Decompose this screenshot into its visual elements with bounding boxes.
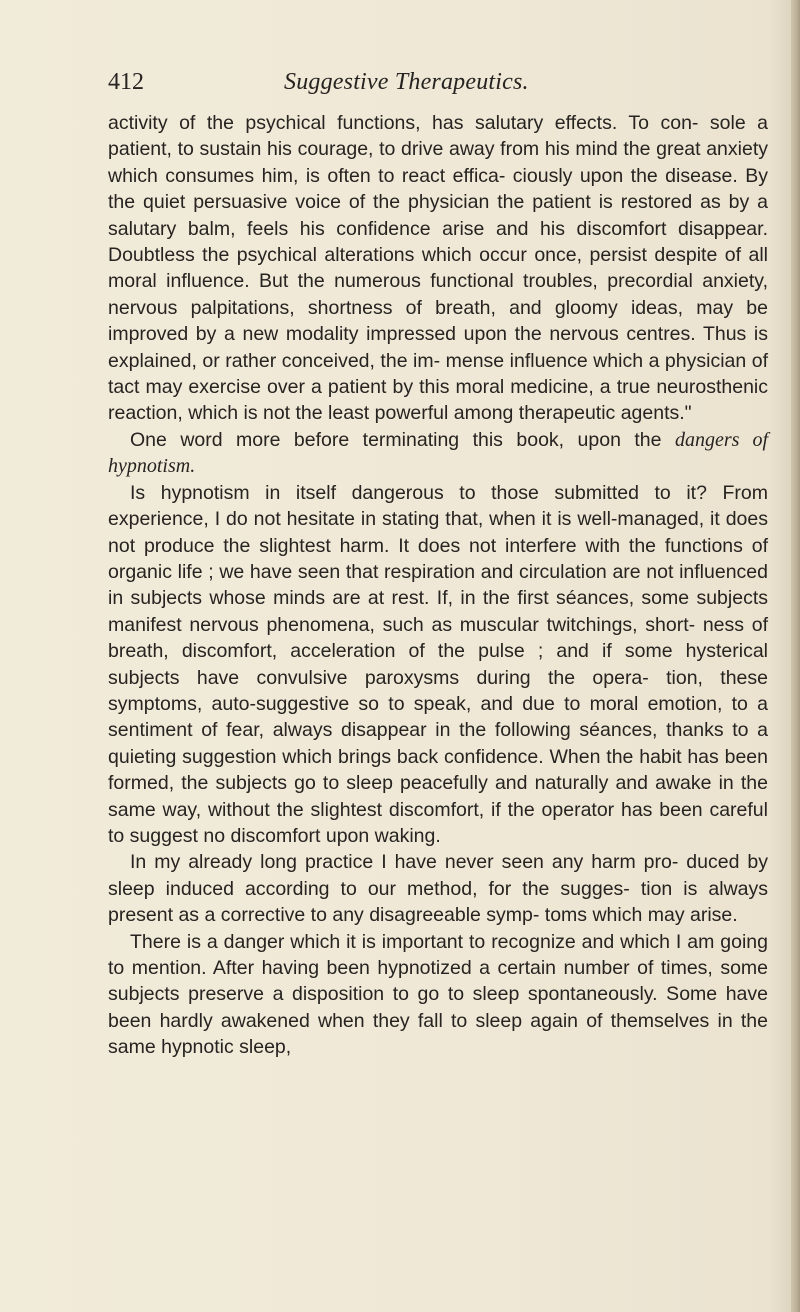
running-head (108, 64, 768, 100)
dangers-of-hypnotism-italic: dangers of hypnotism. (108, 428, 769, 478)
paragraph-is-hypnotism-dangerous: Is hypnotism in itself dangerous to those submitted to it? From experience, I do not hesitate in stating that, when it is well-managed, it does not produce the slightest harm. It does not interfere with the functions of organic life ; we have seen that respiration and circulation are not influenced in subjects whose minds are at rest. If, in the first séances, some subjects manifest nervous phenomena, such as muscular twitchings, short- ness of breath, discomfort, acceleration of the pulse ; and if some hysterical subjects have convulsive paroxysms during the opera- tion, these symptoms, auto-suggestive so to speak, and due to moral emotion, to a sentiment of fear, always disappear in the following séances, thanks to a quieting suggestion which brings back confidence. When the habit has been formed, the subjects go to sleep peacefully and naturally and awake in the same way, without the slightest discomfort, if the operator has been careful to suggest no discomfort upon waking. (108, 481, 768, 847)
paragraph-continued: activity of the psychical functions, has salutary effects. To con- sole a patient, to sustain his courage, to drive away from his mind the great anxiety which consumes him, is often to react effica- ciously upon the disease. By the quiet persuasive voice of the physician the patient is restored as by a salutary balm, feels his confidence arise and his discomfort disappear. Doubtless the psychical alterations which occur once, persist despite of all moral influence. But the numerous functional troubles, precordial anxiety, nervous palpitations, shortness of breath, and gloomy ideas, may be improved by a new modality impressed upon the nervous centres. Thus is explained, or rather conceived, the im- mense influence which a physician of tact may exercise over a patient by this moral medicine, a true neurosthenic reaction, which is not the least powerful among therapeutic agents." (108, 112, 768, 425)
paragraph-danger-spontaneous-sleep: There is a danger which it is important to recognize and which I am going to mention. After having been hypnotized a certain number of times, some subjects preserve a disposition to go to sleep spontaneously. Some have been hardly awakened when they fall to sleep again of themselves in the same hypnotic sleep, (108, 930, 768, 1059)
page-edge (791, 0, 800, 1312)
paragraph-dangers-intro (108, 427, 768, 480)
body-text (108, 110, 768, 1061)
paragraph-practice: In my already long practice I have never seen any harm pro- duced by sleep induced according to our method, for the sugges- tion is always present as a corrective to any disagreeable symp- toms which may arise. (108, 851, 768, 927)
page-number: 412 (108, 69, 144, 95)
running-title: Suggestive Therapeutics. (284, 69, 529, 95)
dangers-intro-text: One word more before terminating this book, upon the (130, 428, 662, 451)
